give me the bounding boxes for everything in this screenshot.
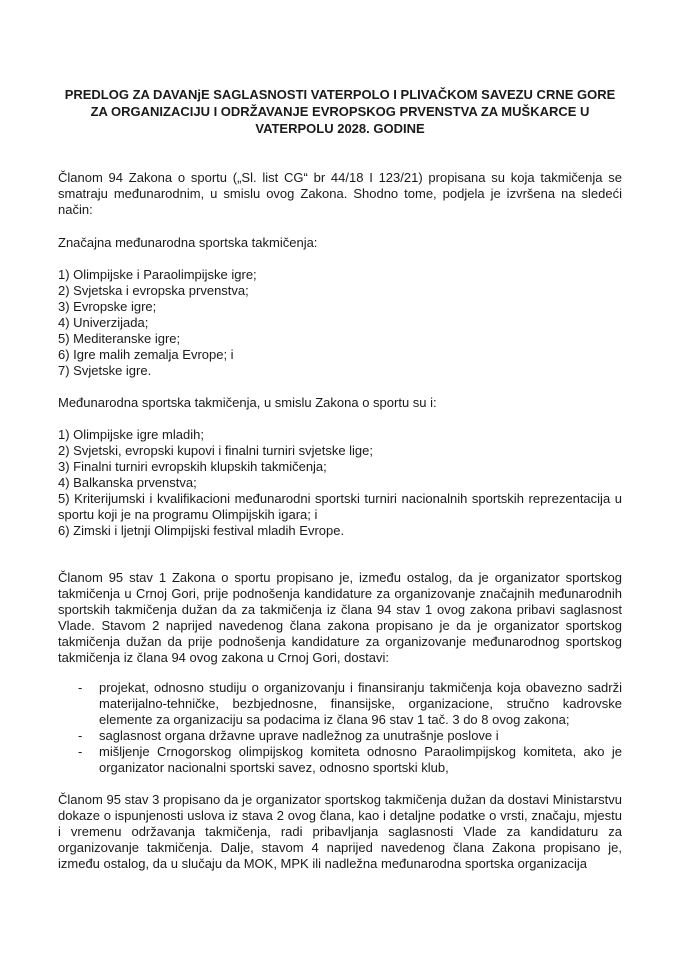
- international-competitions-list: [58, 427, 622, 539]
- list-item: 3) Finalni turniri evropskih klupskih takmičenja;: [58, 459, 327, 474]
- list-item: [58, 680, 622, 728]
- requirement-text: saglasnost organa državne uprave nadležnog za unutrašnje poslove i: [99, 728, 499, 743]
- document-title: PREDLOG ZA DAVANjE SAGLASNOSTI VATERPOLO I PLIVAČKOM SAVEZU CRNE GORE ZA ORGANIZACIJU I ODRŽAVANJE EVROPSKOG PRVENSTVA ZA MUŠKARCE U VATERPOLU 2028. GODINE: [64, 87, 616, 136]
- dash-marker: -: [78, 680, 83, 695]
- international-competitions-heading: Međunarodna sportska takmičenja, u smislu Zakona o sportu su i:: [58, 395, 437, 410]
- list-item: 4) Balkanska prvenstva;: [58, 475, 197, 490]
- list-item: 3) Evropske igre;: [58, 299, 157, 314]
- list-item: [58, 744, 622, 776]
- significant-competitions-list: [58, 267, 622, 379]
- list-item: [58, 728, 622, 744]
- list-item: 4) Univerzijada;: [58, 315, 149, 330]
- dash-marker: -: [78, 728, 83, 743]
- list-item: 2) Svjetska i evropska prvenstva;: [58, 283, 249, 298]
- list-item: 6) Zimski i ljetnji Olimpijski festival mladih Evrope.: [58, 523, 345, 538]
- requirement-text: projekat, odnosno studiju o organizovanju i finansiranju takmičenja koja obavezno sadrži materijalno-tehničke, bezbjednosne, finansijske, organizacione, stručno kadrovske elemente za organizaciju sa podacima iz člana 96 stav 1 tač. 3 do 8 ovog zakona;: [99, 680, 622, 727]
- list-item: 5) Mediteranske igre;: [58, 331, 181, 346]
- article-95-paragraph-1: Članom 95 stav 1 Zakona o sportu propisano je, između ostalog, da je organizator sportskog takmičenja u Crnoj Gori, prije podnošenja kandidature za organizovanje značajnih međunarodnih sportskih takmičenja dužan da za takmičenja iz člana 94 stav 1 ovog zakona pribavi saglasnost Vlade. Stavom 2 naprijed navedenog člana zakona propisano je da je organizator sportskog takmičenja dužan da prije podnošenja kandidature za organizovanje međunarodnog sportskog takmičenja iz člana 94 ovog zakona u Crnoj Gori, dostavi:: [58, 570, 622, 665]
- list-item: 5) Kriterijumski i kvalifikacioni međunarodni sportski turniri nacionalnih sportskih reprezentacija u sportu koji je na programu Olimpijskih igara; i: [58, 491, 622, 522]
- list-item: 1) Olimpijske i Paraolimpijske igre;: [58, 267, 257, 282]
- requirements-list: [58, 680, 622, 776]
- intro-paragraph: Članom 94 Zakona o sportu („Sl. list CG“ br 44/18 I 123/21) propisana su koja takmičenja se smatraju međunarodnim, u smislu ovog Zakona. Shodno tome, podjela je izvršena na sledeći način:: [58, 170, 622, 217]
- list-item: 2) Svjetski, evropski kupovi i finalni turniri svjetske lige;: [58, 443, 374, 458]
- list-item: 6) Igre malih zemalja Evrope; i: [58, 347, 234, 362]
- requirement-text: mišljenje Crnogorskog olimpijskog komiteta odnosno Paraolimpijskog komiteta, ako je organizator nacionalni sportski savez, odnosno sportski klub,: [99, 744, 622, 775]
- article-95-paragraph-2: Članom 95 stav 3 propisano da je organizator sportskog takmičenja dužan da dostavi Ministarstvu dokaze o ispunjenosti uslova iz stava 2 ovog člana, kao i detaljne podatke o vrsti, značaju, mjestu i vremenu održavanja takmičenja, radi pribavljanja saglasnosti Vlade za kandidaturu za organizovanje takmičenja. Dalje, stavom 4 naprijed navedenog člana Zakona propisano je, između ostalog, da u slučaju da MOK, MPK ili nadležna međunarodna sportska organizacija: [58, 792, 622, 871]
- list-item: 7) Svjetske igre.: [58, 363, 152, 378]
- dash-marker: -: [78, 744, 83, 759]
- list-item: 1) Olimpijske igre mladih;: [58, 427, 204, 442]
- significant-competitions-heading: Značajna međunarodna sportska takmičenja:: [58, 235, 318, 250]
